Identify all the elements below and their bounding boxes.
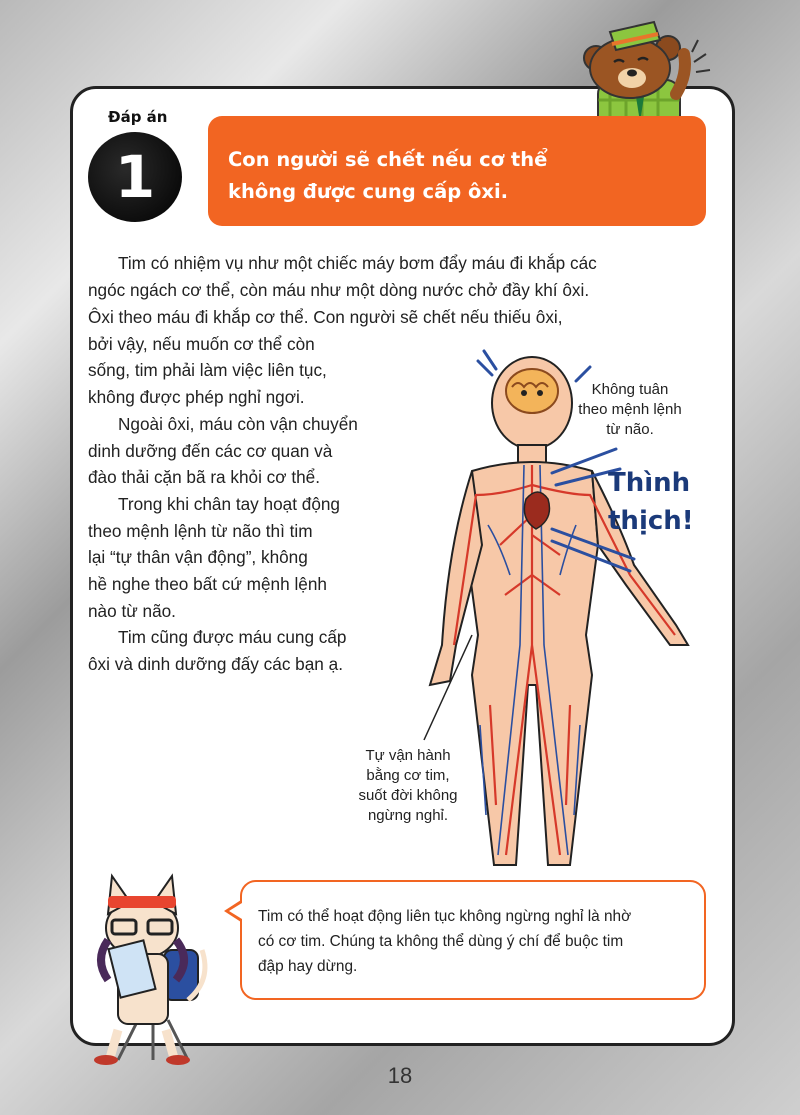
banner-line: không được cung cấp ôxi. — [228, 180, 509, 203]
callout-top-line: theo mệnh lệnh — [578, 401, 682, 418]
callout-bottom-line: ngừng nghỉ. — [367, 807, 449, 824]
body-line: Tim có nhiệm vụ như một chiếc máy bơm đẩy máu đi khắp các — [118, 253, 597, 273]
answer-label: Đáp án — [108, 108, 168, 126]
sound-effect-line: Thình — [608, 468, 691, 498]
body-line: sống, tim phải làm việc liên tục, — [88, 360, 327, 380]
cat-character-illustration — [78, 870, 228, 1070]
callout-top-line: từ não. — [606, 421, 654, 438]
callout-bottom-line: suốt đời không — [358, 787, 458, 804]
body-line: dinh dưỡng đến các cơ quan và — [88, 441, 333, 461]
answer-banner — [208, 116, 706, 226]
body-line: ôxi và dinh dưỡng đấy các bạn ạ. — [88, 654, 343, 674]
tip-line: có cơ tim. Chúng ta không thể dùng ý chí để buộc tim — [258, 933, 624, 950]
body-line: đào thải cặn bã ra khỏi cơ thể. — [88, 467, 320, 487]
tip-speech-bubble — [240, 880, 706, 1000]
body-line: Ôxi theo máu đi khắp cơ thể. Con người sẽ chết nếu thiếu ôxi, — [88, 307, 563, 327]
answer-number-badge — [88, 132, 182, 222]
body-line: nào từ não. — [88, 601, 176, 621]
body-line: hề nghe theo bất cứ mệnh lệnh — [88, 574, 327, 594]
body-line: lại “tự thân vận động”, không — [88, 547, 308, 567]
body-line: không được phép nghỉ ngơi. — [88, 387, 305, 407]
callout-bottom-line: Tự vận hành — [365, 747, 451, 764]
callout-bottom — [338, 746, 478, 826]
tip-line: Tim có thể hoạt động liên tục không ngừng nghỉ là nhờ — [258, 908, 632, 925]
callout-bottom-line: bằng cơ tim, — [366, 767, 450, 784]
page-number: 18 — [387, 1063, 413, 1088]
callout-top — [565, 380, 695, 440]
body-line: Tim cũng được máu cung cấp — [118, 627, 347, 647]
callout-top-line: Không tuân — [591, 381, 669, 398]
tip-bubble-tail-inner — [229, 903, 242, 919]
body-line: theo mệnh lệnh từ não thì tim — [88, 521, 313, 541]
body-line: bởi vậy, nếu muốn cơ thể còn — [88, 334, 315, 354]
heartbeat-sound-effect — [608, 464, 694, 540]
body-line: ngóc ngách cơ thể, còn máu như một dòng nước chở đầy khí ôxi. — [88, 280, 590, 300]
answer-number: 1 — [114, 143, 156, 211]
tip-line: đập hay dừng. — [258, 958, 358, 975]
sound-effect-line: thịch! — [608, 506, 694, 536]
body-line: Ngoài ôxi, máu còn vận chuyển — [118, 414, 358, 434]
banner-line: Con người sẽ chết nếu cơ thể — [228, 148, 548, 171]
body-line: Trong khi chân tay hoạt động — [118, 494, 340, 514]
